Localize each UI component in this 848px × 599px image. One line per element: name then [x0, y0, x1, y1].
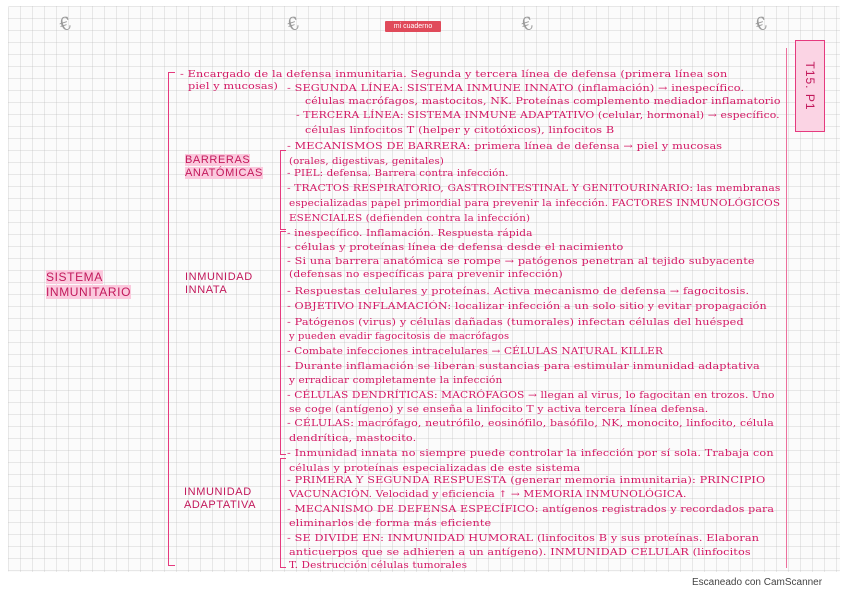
page-number-tab: T15. P1 [795, 40, 825, 132]
scanner-watermark: Escaneado con CamScanner [692, 577, 823, 588]
binder-hole-mark: € [57, 12, 75, 37]
adaptativa-brace [280, 458, 286, 568]
note-line: ESENCIALES (defienden contra la infección) [289, 214, 531, 224]
note-line: - PRIMERA Y SEGUNDA RESPUESTA (generar memoria inmunitaria): PRINCIPIO [287, 476, 766, 486]
note-line: células macrófagos, mastocitos, NK. Proteínas complemento mediador inflamatorio [305, 97, 781, 107]
binder-hole-mark: € [285, 12, 303, 37]
margin-line [786, 48, 787, 568]
root-concept-label: SISTEMA INMUNITARIO [46, 270, 132, 299]
note-line: células linfocitos T (helper y citotóxicos), linfocitos B [305, 126, 615, 136]
note-line: - Durante inflamación se liberan sustancias para estimular inmunidad adaptativa [287, 362, 760, 372]
note-line: - Encargado de la defensa inmunitaria. Segunda y tercera línea de defensa (primera línea son [180, 70, 728, 80]
note-line: especializadas papel primordial para prevenir la infección. FACTORES INMUNOLÓGICOS [289, 199, 781, 209]
note-line: - CÉLULAS DENDRÍTICAS: MACRÓFAGOS → llegan al virus, lo fagocitan en trozos. Uno [287, 391, 775, 401]
barreras-anatomicas-label: BARRERAS ANATÓMICAS [185, 154, 263, 179]
note-line: (defensas no específicas para prevenir infección) [289, 270, 563, 280]
note-line: - células y proteínas línea de defensa desde el nacimiento [287, 243, 624, 253]
note-line: dendrítica, mastocito. [289, 434, 417, 444]
binder-hole-mark: € [753, 12, 771, 37]
main-brace [168, 72, 175, 566]
binder-hole-mark: € [519, 12, 537, 37]
note-line: VACUNACIÓN. Velocidad y eficiencia ↑ → MEMORIA INMUNOLÓGICA. [289, 490, 687, 500]
note-line: - PIEL: defensa. Barrera contra infección. [287, 169, 509, 179]
note-line: T. Destrucción células tumorales [289, 561, 468, 571]
note-line: - Respuestas celulares y proteínas. Activa mecanismo de defensa → fagocitosis. [287, 287, 750, 297]
note-line: células y proteínas especializadas de este sistema [289, 464, 581, 474]
note-line: eliminarlos de forma más eficiente [289, 519, 492, 529]
note-line: - Inmunidad innata no siempre puede controlar la infección por sí sola. Trabaja con [287, 449, 774, 459]
note-line: - CÉLULAS: macrófago, neutrófilo, eosinófilo, basófilo, NK, monocito, linfocito, célula [287, 419, 774, 429]
note-line: - Patógenos (virus) y células dañadas (tumorales) infectan células del huésped [287, 318, 744, 328]
note-line: - OBJETIVO INFLAMACIÓN: localizar infección a un solo sitio y evitar propagación [287, 302, 767, 312]
note-line: se coge (antígeno) y se enseña a linfocito T y activa tercera línea defensa. [289, 405, 709, 415]
barreras-brace [280, 150, 286, 230]
note-line: y erradicar completamente la infección [289, 376, 503, 386]
note-line: - SEGUNDA LÍNEA: SISTEMA INMUNE INNATO (inflamación) → inespecífico. [287, 84, 745, 94]
note-line: - MECANISMO DE DEFENSA ESPECÍFICO: antígenos registrados y recordados para [287, 505, 775, 515]
inmunidad-innata-label: INMUNIDAD INNATA [185, 271, 253, 296]
note-line: - TRACTOS RESPIRATORIO, GASTROINTESTINAL Y GENITOURINARIO: las membranas [287, 184, 781, 194]
note-line: piel y mucosas) [188, 82, 279, 92]
note-line: - SE DIVIDE EN: INMUNIDAD HUMORAL (linfocitos B y sus proteínas. Elaboran [287, 534, 760, 544]
note-line: - inespecífico. Inflamación. Respuesta rápida [287, 229, 533, 239]
note-line: - TERCERA LÍNEA: SISTEMA INMUNE ADAPTATIVO (celular, hormonal) → específico. [296, 111, 780, 121]
note-line: anticuerpos que se adhieren a un antígeno). INMUNIDAD CELULAR (linfocitos [289, 548, 751, 558]
note-line: - Combate infecciones intracelulares → CÉLULAS NATURAL KILLER [287, 347, 664, 357]
note-line: - Si una barrera anatómica se rompe → patógenos penetran al tejido subyacente [287, 257, 755, 267]
note-line: y pueden evadir fagocitosis de macrófagos [289, 332, 510, 342]
inmunidad-adaptativa-label: INMUNIDAD ADAPTATIVA [184, 486, 257, 511]
notebook-logo: mi cuaderno [385, 21, 441, 32]
note-line: - MECANISMOS DE BARRERA: primera línea de defensa → piel y mucosas [287, 142, 723, 152]
innata-brace [280, 231, 286, 455]
note-line: (orales, digestivas, genitales) [289, 157, 444, 167]
